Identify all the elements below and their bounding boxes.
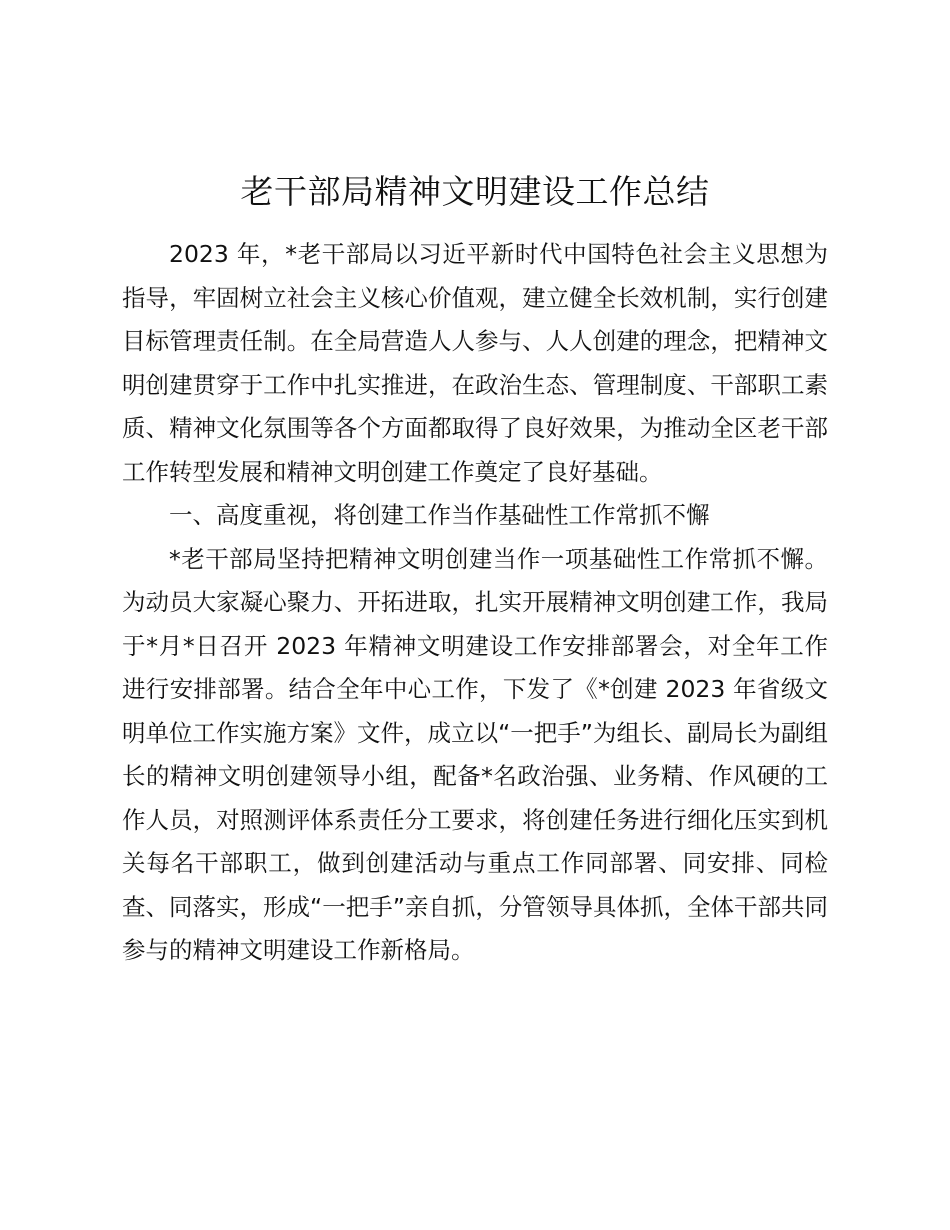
document-title: 老干部局精神文明建设工作总结 — [240, 172, 710, 211]
paragraph-section-1: *老干部局坚持把精神文明创建当作一项基础性工作常抓不懈。为动员大家凝心聚力、开拓进取，扎实开展精神文明创建工作，我局于*月*日召开 2023 年精神文明建设工作安排部署会，对全年工作进行安排部署。结合全年中心工作，下发了《*创建 2023 年省级文明单位工作实施方案》文件，成立以“一把手”为组长、副局长为副组长的精神文明创建领导小组，配备*名政治强、业务精、作风硬的工作人员，对照测评体系责任分工要求，将创建任务进行细化压实到机关每名干部职工，做到创建活动与重点工作同部署、同安排、同检查、同落实，形成“一把手”亲自抓，分管领导具体抓，全体干部共同参与的精神文明建设工作新格局。 — [122, 544, 828, 964]
paragraph-intro: 2023 年，*老干部局以习近平新时代中国特色社会主义思想为指导，牢固树立社会主义核心价值观，建立健全长效机制，实行创建目标管理责任制。在全局营造人人参与、人人创建的理念，把精神文明创建贯穿于工作中扎实推进，在政治生态、管理制度、干部职工素质、精神文化氛围等各个方面都取得了良好效果，为推动全区老干部工作转型发展和精神文明创建工作奠定了良好基础。 — [122, 240, 828, 486]
document-body — [122, 233, 828, 973]
section-heading-1: 一、高度重视，将创建工作当作基础性工作常抓不懈 — [169, 501, 710, 529]
